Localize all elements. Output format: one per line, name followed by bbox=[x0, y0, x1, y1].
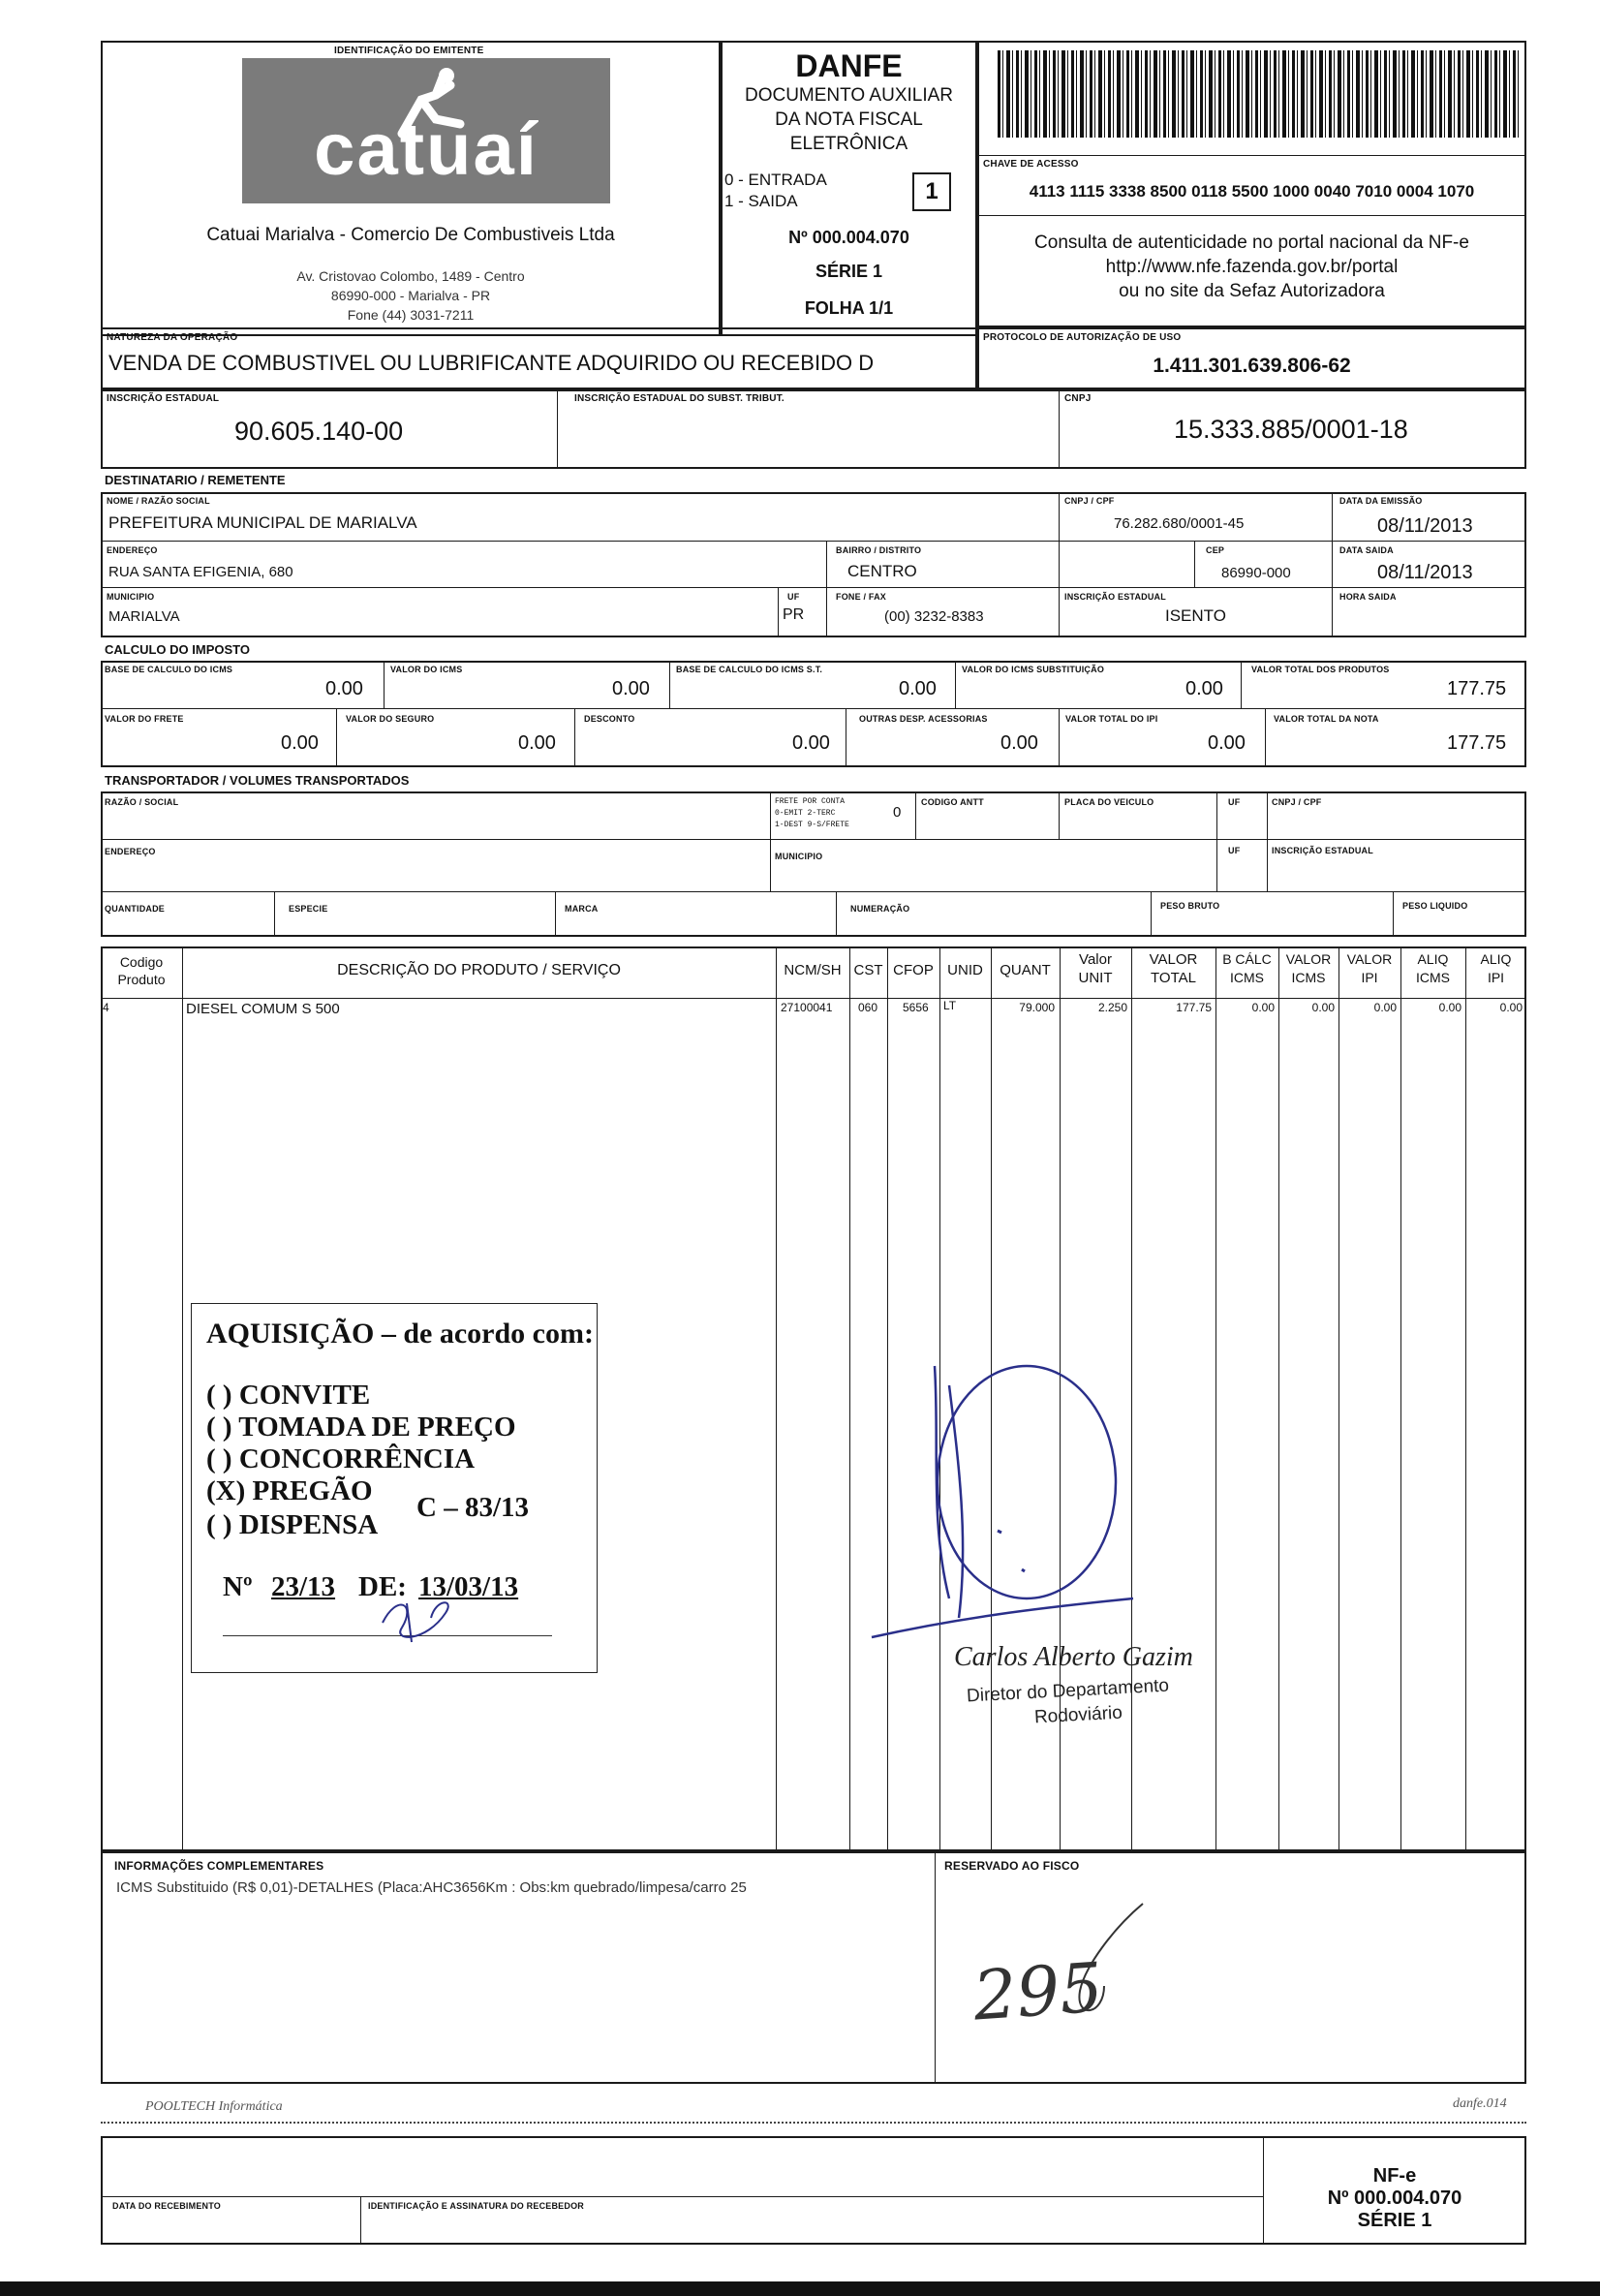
danfe-saida: 1 - SAIDA bbox=[724, 192, 798, 210]
r1-0-label: BASE DE CALCULO DO ICMS bbox=[105, 665, 233, 674]
td-cfop: 5656 bbox=[903, 1001, 929, 1014]
r1-0-value: 0.00 bbox=[325, 678, 363, 699]
th-vt2: TOTAL bbox=[1151, 970, 1196, 986]
th-desc: DESCRIÇÃO DO PRODUTO / SERVIÇO bbox=[337, 962, 621, 978]
dest-cep: 86990-000 bbox=[1221, 565, 1291, 581]
dest-mun-label: MUNICIPIO bbox=[107, 592, 155, 602]
th-vu2: UNIT bbox=[1078, 970, 1113, 986]
danfe-sub3: ELETRÔNICA bbox=[789, 134, 908, 154]
th-ap2: IPI bbox=[1487, 970, 1505, 985]
th-ai2: ICMS bbox=[1416, 970, 1450, 985]
sig-cargo2: Rodoviário bbox=[1033, 1702, 1123, 1728]
emitente-name: Catuai Marialva - Comercio De Combustiveis Ltda bbox=[206, 225, 615, 245]
r2-2-label: DESCONTO bbox=[584, 714, 635, 724]
danfe-title: DANFE bbox=[795, 48, 903, 83]
ie-label: INSCRIÇÃO ESTADUAL bbox=[107, 393, 220, 404]
th-quant: QUANT bbox=[1000, 962, 1051, 978]
tr-placa: PLACA DO VEICULO bbox=[1064, 797, 1154, 807]
dest-saida: 08/11/2013 bbox=[1377, 562, 1473, 583]
th-vp2: IPI bbox=[1361, 970, 1378, 985]
tr-frete2: 0-EMIT 2-TERC bbox=[775, 809, 836, 818]
stamp-l4: (X) PREGÃO bbox=[206, 1475, 373, 1506]
dest-cnpj: 76.282.680/0001-45 bbox=[1114, 515, 1245, 532]
stamp-l4b: C – 83/13 bbox=[416, 1492, 529, 1523]
dest-fone-label: FONE / FAX bbox=[836, 592, 887, 602]
tr-razao: RAZÃO / SOCIAL bbox=[105, 797, 179, 807]
stamp-data: 13/03/13 bbox=[418, 1571, 519, 1602]
tr-numeracao: NUMERAÇÃO bbox=[850, 904, 910, 914]
barcode-icon bbox=[998, 50, 1521, 138]
td-aipi: 0.00 bbox=[1499, 1001, 1523, 1014]
r1-4-label: VALOR TOTAL DOS PRODUTOS bbox=[1251, 665, 1390, 674]
th-vp1: VALOR bbox=[1346, 951, 1393, 967]
tr-quantidade: QUANTIDADE bbox=[105, 904, 165, 914]
td-vicms: 0.00 bbox=[1311, 1001, 1335, 1014]
signature-icon bbox=[843, 1347, 1211, 1676]
dest-hora-label: HORA SAIDA bbox=[1339, 592, 1397, 602]
danfe-folha: FOLHA 1/1 bbox=[804, 298, 894, 318]
fisco-handwritten: 295 bbox=[970, 1947, 1106, 2036]
destinatario-section: DESTINATARIO / REMETENTE bbox=[105, 473, 286, 487]
r2-3-label: OUTRAS DESP. ACESSORIAS bbox=[859, 714, 988, 724]
th-bc2: ICMS bbox=[1230, 970, 1264, 985]
stamp-initials-icon bbox=[378, 1594, 465, 1647]
natureza-value: VENDA DE COMBUSTIVEL OU LUBRIFICANTE ADQUIRIDO OU RECEBIDO D bbox=[108, 351, 875, 375]
footer-right: danfe.014 bbox=[1453, 2096, 1507, 2111]
stamp-num: 23/13 bbox=[271, 1571, 336, 1602]
td-vipi: 0.00 bbox=[1373, 1001, 1397, 1014]
stamp-de-label: DE: bbox=[358, 1571, 407, 1602]
cut-line bbox=[101, 2122, 1526, 2124]
r2-1-value: 0.00 bbox=[518, 732, 556, 754]
imposto-section: CALCULO DO IMPOSTO bbox=[105, 642, 250, 657]
r2-2-value: 0.00 bbox=[792, 732, 830, 754]
chave-label: CHAVE DE ACESSO bbox=[983, 159, 1079, 170]
sig-cargo1: Diretor do Departamento bbox=[966, 1675, 1170, 1707]
tr-especie: ESPECIE bbox=[289, 904, 328, 914]
complementares-label: INFORMAÇÕES COMPLEMENTARES bbox=[114, 1859, 324, 1873]
sig-name: Carlos Alberto Gazim bbox=[954, 1642, 1193, 1672]
th-ap1: ALIQ bbox=[1480, 951, 1512, 967]
td-vtotal: 177.75 bbox=[1176, 1001, 1212, 1014]
danfe-serie: SÉRIE 1 bbox=[815, 262, 883, 281]
r1-3-value: 0.00 bbox=[1185, 678, 1223, 699]
footer-serie: SÉRIE 1 bbox=[1357, 2210, 1432, 2231]
r1-4-value: 177.75 bbox=[1447, 678, 1507, 699]
footer-nfe: NF-e bbox=[1372, 2165, 1417, 2187]
th-bc1: B CÁLC bbox=[1222, 951, 1272, 967]
dest-ie-label: INSCRIÇÃO ESTADUAL bbox=[1064, 592, 1166, 602]
td-ncm: 27100041 bbox=[781, 1001, 833, 1014]
r2-4-label: VALOR TOTAL DO IPI bbox=[1065, 714, 1158, 724]
th-codigo1: Codigo bbox=[119, 954, 164, 970]
stamp-num-label: Nº bbox=[223, 1571, 253, 1602]
iest-label: INSCRIÇÃO ESTADUAL DO SUBST. TRIBUT. bbox=[574, 393, 785, 404]
th-cfop: CFOP bbox=[893, 962, 934, 978]
natureza-label: NATUREZA DA OPERAÇÃO bbox=[107, 332, 238, 343]
th-cst: CST bbox=[853, 962, 883, 978]
emitente-addr1: Av. Cristovao Colombo, 1489 - Centro bbox=[296, 268, 525, 284]
r1-1-value: 0.00 bbox=[612, 678, 650, 699]
r2-5-label: VALOR TOTAL DA NOTA bbox=[1274, 714, 1379, 724]
footer-left: POOLTECH Informática bbox=[145, 2099, 283, 2114]
dest-mun: MARIALVA bbox=[108, 608, 180, 625]
protocolo-value: 1.411.301.639.806-62 bbox=[1153, 355, 1351, 377]
dest-uf-label: UF bbox=[787, 592, 800, 602]
td-aicms: 0.00 bbox=[1438, 1001, 1462, 1014]
dest-uf: PR bbox=[783, 606, 805, 623]
danfe-sub2: DA NOTA FISCAL bbox=[775, 109, 923, 130]
th-unid: UNID bbox=[947, 962, 983, 978]
tr-municipio: MUNICIPIO bbox=[775, 852, 823, 861]
stamp-title: AQUISIÇÃO – de acordo com: bbox=[206, 1318, 594, 1350]
catuai-logo: catuaí bbox=[242, 58, 610, 203]
th-vi2: ICMS bbox=[1291, 970, 1326, 985]
th-vi1: VALOR bbox=[1285, 951, 1332, 967]
stamp-l1: ( ) CONVITE bbox=[206, 1380, 371, 1411]
dest-saida-label: DATA SAIDA bbox=[1339, 545, 1394, 555]
emitente-addr2: 86990-000 - Marialva - PR bbox=[330, 288, 491, 303]
tr-ie: INSCRIÇÃO ESTADUAL bbox=[1272, 846, 1373, 855]
td-vunit: 2.250 bbox=[1097, 1001, 1127, 1014]
dest-nome: PREFEITURA MUNICIPAL DE MARIALVA bbox=[108, 513, 417, 532]
consulta-3: ou no site da Sefaz Autorizadora bbox=[1119, 281, 1385, 301]
dest-bairro-label: BAIRRO / DISTRITO bbox=[836, 545, 922, 555]
dest-end: RUA SANTA EFIGENIA, 680 bbox=[108, 564, 293, 580]
complementares-text: ICMS Substituido (R$ 0,01)-DETALHES (Placa:AHC3656Km : Obs:km quebrado/limpesa/carro 25 bbox=[116, 1879, 747, 1896]
tr-uf: UF bbox=[1228, 797, 1241, 807]
consulta-1: Consulta de autenticidade no portal nacional da NF-e bbox=[1034, 233, 1469, 253]
th-ai1: ALIQ bbox=[1417, 951, 1449, 967]
td-cst: 060 bbox=[858, 1001, 878, 1014]
r1-3-label: VALOR DO ICMS SUBSTITUIÇÃO bbox=[962, 665, 1105, 674]
stamp-l2: ( ) TOMADA DE PREÇO bbox=[206, 1412, 516, 1443]
dest-emissao: 08/11/2013 bbox=[1377, 515, 1473, 537]
ident-label: IDENTIFICAÇÃO E ASSINATURA DO RECEBEDOR bbox=[368, 2201, 584, 2211]
tr-cnpj: CNPJ / CPF bbox=[1272, 797, 1322, 807]
tr-endereco: ENDEREÇO bbox=[105, 847, 156, 856]
tr-peso-liquido: PESO LIQUIDO bbox=[1402, 901, 1468, 911]
dest-end-label: ENDEREÇO bbox=[107, 545, 158, 555]
tr-frete-val: 0 bbox=[893, 804, 902, 821]
scan-edge bbox=[0, 2281, 1600, 2296]
danfe-numero: Nº 000.004.070 bbox=[788, 228, 909, 247]
danfe-tipo: 1 bbox=[912, 172, 951, 211]
td-codigo: 4 bbox=[103, 1001, 109, 1014]
data-receb-label: DATA DO RECEBIMENTO bbox=[112, 2201, 221, 2211]
tr-marca: MARCA bbox=[565, 904, 599, 914]
td-desc: DIESEL COMUM S 500 bbox=[186, 1001, 340, 1017]
r2-0-label: VALOR DO FRETE bbox=[105, 714, 184, 724]
r2-4-value: 0.00 bbox=[1208, 732, 1246, 754]
emitente-phone: Fone (44) 3031-7211 bbox=[347, 307, 475, 323]
tr-frete3: 1-DEST 9-S/FRETE bbox=[775, 821, 849, 829]
r1-2-value: 0.00 bbox=[899, 678, 937, 699]
ie-value: 90.605.140-00 bbox=[234, 417, 404, 446]
tr-uf2: UF bbox=[1228, 846, 1241, 855]
th-vu1: Valor bbox=[1079, 951, 1112, 968]
r2-3-value: 0.00 bbox=[1000, 732, 1038, 754]
td-quant: 79.000 bbox=[1019, 1001, 1055, 1014]
r2-1-label: VALOR DO SEGURO bbox=[346, 714, 435, 724]
tr-peso-bruto: PESO BRUTO bbox=[1160, 901, 1220, 911]
dest-bairro: CENTRO bbox=[847, 562, 917, 580]
tr-antt: CODIGO ANTT bbox=[921, 797, 984, 807]
danfe-entrada: 0 - ENTRADA bbox=[724, 171, 827, 189]
chave-value: 4113 1115 3338 8500 0118 5500 1000 0040 7010 0004 1070 bbox=[1029, 182, 1475, 201]
r2-5-value: 177.75 bbox=[1447, 732, 1507, 754]
dest-cnpj-label: CNPJ / CPF bbox=[1064, 496, 1115, 506]
th-ncm: NCM/SH bbox=[784, 962, 842, 978]
fisco-label: RESERVADO AO FISCO bbox=[944, 1859, 1080, 1873]
dest-cep-label: CEP bbox=[1206, 545, 1225, 555]
logo-figure-icon bbox=[383, 66, 470, 143]
emitente-label: IDENTIFICAÇÃO DO EMITENTE bbox=[334, 46, 484, 56]
td-unid: LT bbox=[943, 999, 957, 1012]
footer-numero: Nº 000.004.070 bbox=[1327, 2187, 1462, 2209]
dest-emissao-label: DATA DA EMISSÃO bbox=[1339, 496, 1423, 506]
dest-ie: ISENTO bbox=[1165, 606, 1226, 625]
danfe-sub1: DOCUMENTO AUXILIAR bbox=[744, 85, 954, 106]
r2-0-value: 0.00 bbox=[281, 732, 319, 754]
th-vt1: VALOR bbox=[1149, 951, 1198, 968]
protocolo-label: PROTOCOLO DE AUTORIZAÇÃO DE USO bbox=[983, 332, 1182, 343]
transportador-section: TRANSPORTADOR / VOLUMES TRANSPORTADOS bbox=[105, 773, 410, 788]
r1-2-label: BASE DE CALCULO DO ICMS S.T. bbox=[676, 665, 823, 674]
th-codigo2: Produto bbox=[117, 972, 166, 987]
cnpj-value: 15.333.885/0001-18 bbox=[1174, 415, 1408, 444]
fisco-stroke-icon bbox=[1046, 1899, 1153, 2025]
consulta-2: http://www.nfe.fazenda.gov.br/portal bbox=[1105, 257, 1399, 277]
dest-fone: (00) 3232-8383 bbox=[884, 608, 984, 625]
tr-frete1: FRETE POR CONTA bbox=[775, 797, 846, 806]
td-bc: 0.00 bbox=[1251, 1001, 1275, 1014]
stamp-l3: ( ) CONCORRÊNCIA bbox=[206, 1443, 476, 1474]
dest-nome-label: NOME / RAZÃO SOCIAL bbox=[107, 496, 210, 506]
cnpj-label: CNPJ bbox=[1064, 393, 1092, 404]
r1-1-label: VALOR DO ICMS bbox=[390, 665, 463, 674]
stamp-l5: ( ) DISPENSA bbox=[206, 1509, 379, 1540]
